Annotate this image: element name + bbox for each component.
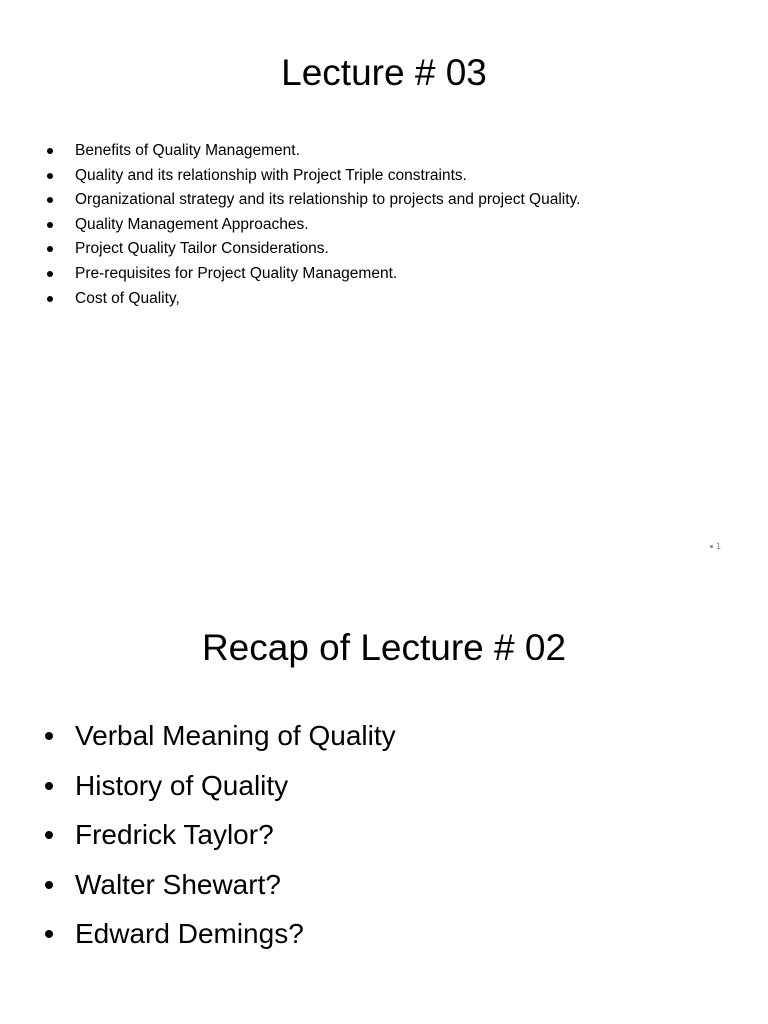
- bullet-icon: [47, 271, 53, 277]
- list-item: [45, 213, 580, 238]
- bullet-icon: [45, 831, 53, 839]
- bullet-icon: [45, 782, 53, 790]
- page-number-text: 1: [715, 541, 721, 551]
- list-item-text: Fredrick Taylor?: [75, 819, 274, 850]
- list-item-text: Cost of Quality,: [75, 289, 180, 307]
- list-item: [45, 262, 580, 287]
- slide-title: Lecture # 03: [281, 52, 487, 93]
- list-item-text: History of Quality: [75, 769, 289, 801]
- list-item-text: Walter Shewart?: [75, 868, 281, 900]
- list-item-text: Edward Demings?: [75, 918, 304, 949]
- list-item-text: Organizational strategy and its relationship to projects and project Quality.: [75, 191, 581, 209]
- bullet-icon: [45, 881, 53, 889]
- list-item-text: Quality Management Approaches.: [75, 215, 309, 233]
- bullet-icon: [45, 930, 53, 938]
- list-item-text: Benefits of Quality Management.: [75, 142, 300, 159]
- list-item: [45, 188, 580, 213]
- list-item: [45, 139, 580, 164]
- bullet-icon: [47, 296, 53, 302]
- list-item-text: Pre-requisites for Project Quality Management.: [75, 264, 398, 282]
- bullet-icon: [47, 173, 53, 179]
- page-number: [710, 541, 721, 551]
- list-item: [44, 711, 396, 761]
- bullet-icon: [47, 148, 53, 154]
- list-item: [45, 287, 580, 312]
- bullet-icon: [47, 222, 53, 228]
- recap-list: [44, 711, 396, 959]
- list-item: [44, 761, 396, 811]
- list-item: [44, 909, 396, 959]
- list-item-text: Verbal Meaning of Quality: [75, 720, 396, 751]
- list-item-text: Quality and its relationship with Project Triple constraints.: [75, 166, 467, 184]
- topic-list: [45, 139, 580, 311]
- list-item: [44, 810, 396, 860]
- bullet-icon: [710, 545, 713, 548]
- list-item: [45, 237, 580, 262]
- slide-recap-lecture-02: [0, 575, 768, 1024]
- list-item-text: Project Quality Tailor Considerations.: [75, 240, 329, 258]
- list-item: [44, 860, 396, 910]
- bullet-icon: [45, 732, 53, 740]
- slide-title: Recap of Lecture # 02: [201, 627, 567, 668]
- list-item: [45, 164, 580, 189]
- bullet-icon: [47, 197, 53, 203]
- bullet-icon: [47, 246, 53, 252]
